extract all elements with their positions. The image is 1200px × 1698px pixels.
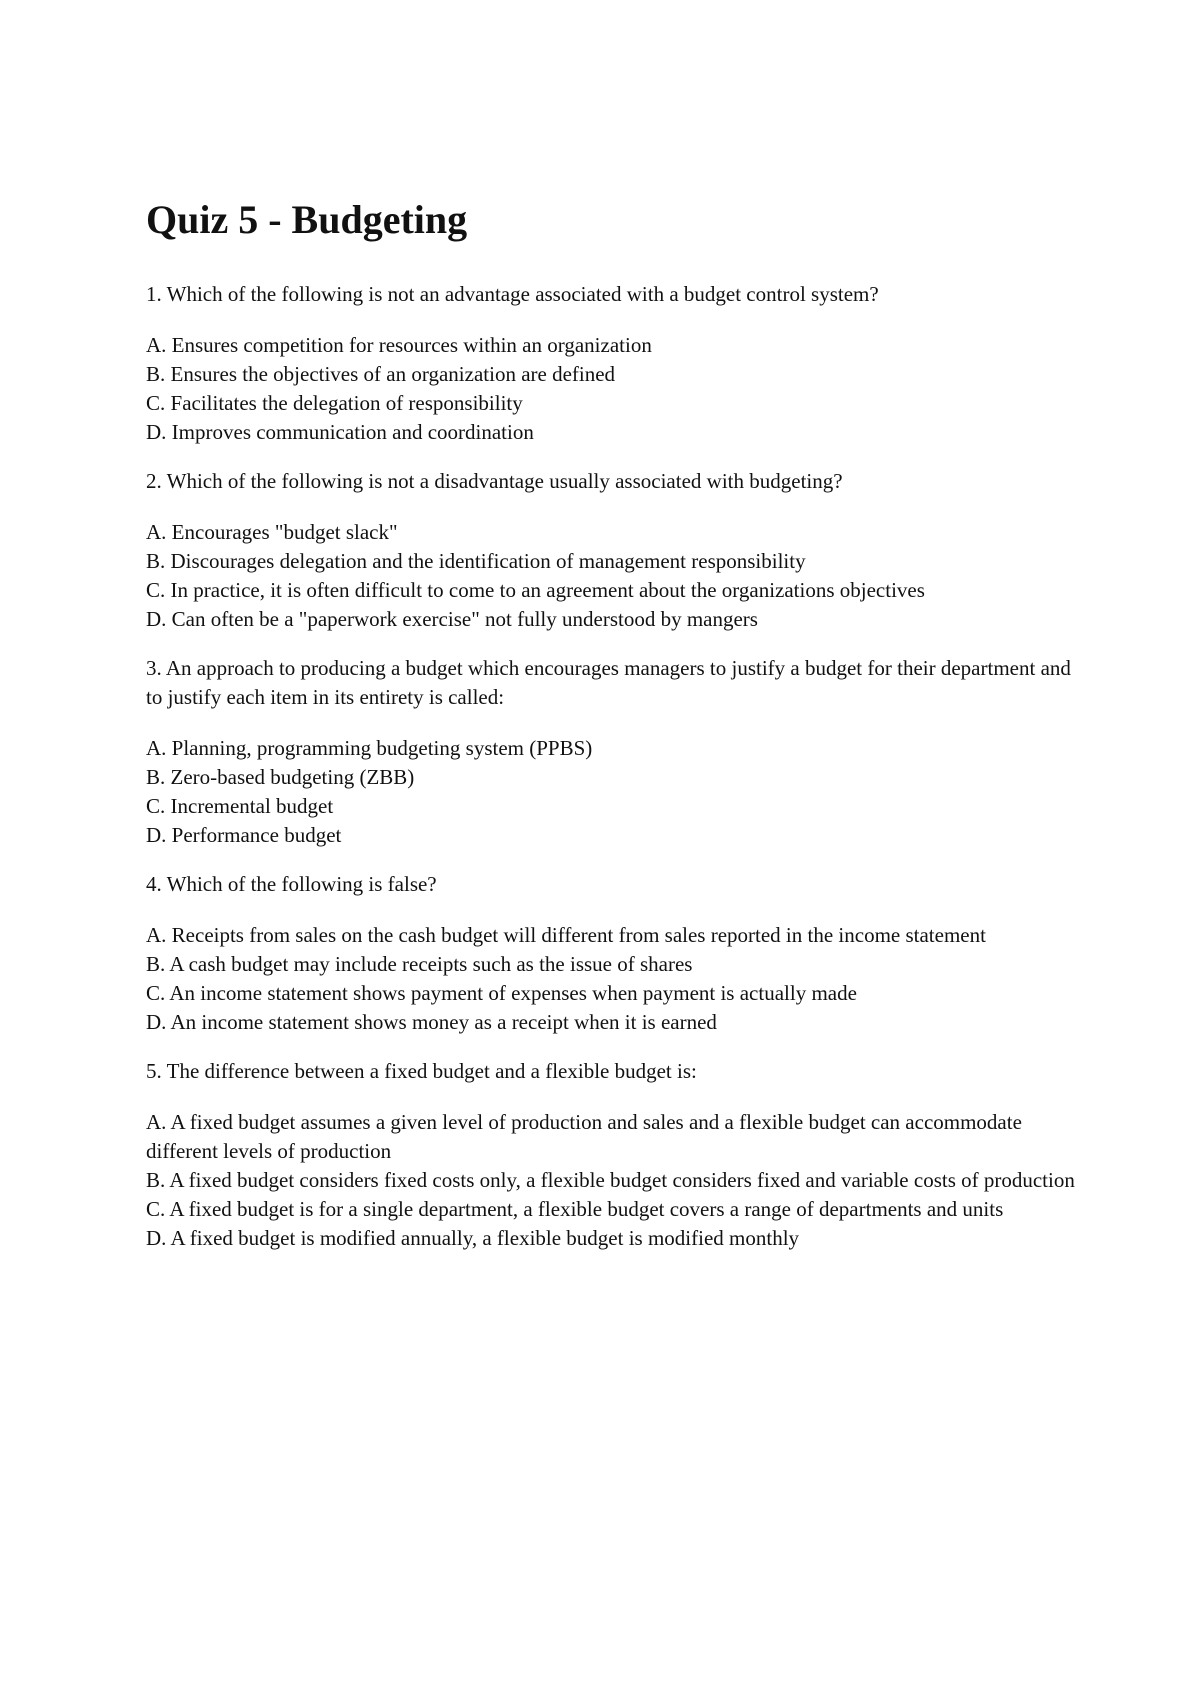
option-letter: A. (146, 520, 167, 544)
option-text: Discourages delegation and the identification of management responsibility (170, 549, 806, 573)
option-text: A fixed budget is modified annually, a flexible budget is modified monthly (170, 1226, 800, 1250)
option-b (146, 763, 1076, 792)
option-text: Incremental budget (170, 794, 334, 818)
option-letter: A. (146, 333, 167, 357)
option-text: Performance budget (171, 823, 342, 847)
option-a (146, 921, 1076, 950)
option-a (146, 734, 1076, 763)
option-letter: D. (146, 1226, 167, 1250)
question-text (146, 280, 1076, 309)
question-4 (146, 870, 1076, 1037)
option-d (146, 1224, 1076, 1253)
option-text: Receipts from sales on the cash budget will different from sales reported in the income statement (171, 923, 986, 947)
question-number: 2. (146, 469, 162, 493)
option-c (146, 979, 1076, 1008)
option-text: An income statement shows money as a receipt when it is earned (170, 1010, 717, 1034)
option-c (146, 389, 1076, 418)
question-1 (146, 280, 1076, 447)
question-text (146, 467, 1076, 496)
option-letter: A. (146, 1110, 167, 1134)
option-c (146, 1195, 1076, 1224)
option-text: A fixed budget considers fixed costs only, a flexible budget considers fixed and variable costs of production (169, 1168, 1075, 1192)
option-letter: D. (146, 607, 167, 631)
question-text (146, 654, 1076, 712)
option-a (146, 518, 1076, 547)
option-letter: B. (146, 765, 166, 789)
question-number: 3. (146, 656, 162, 680)
option-text: Planning, programming budgeting system (PPBS) (171, 736, 593, 760)
question-text (146, 1057, 1076, 1086)
option-text: Facilitates the delegation of responsibility (170, 391, 523, 415)
option-b (146, 1166, 1076, 1195)
option-letter: C. (146, 1197, 166, 1221)
option-text: In practice, it is often difficult to come to an agreement about the organizations objectives (170, 578, 925, 602)
option-list (146, 734, 1076, 850)
option-d (146, 1008, 1076, 1037)
option-text: Ensures the objectives of an organization are defined (170, 362, 616, 386)
option-letter: B. (146, 362, 166, 386)
question-body: The difference between a fixed budget and a flexible budget is: (166, 1059, 697, 1083)
option-letter: C. (146, 578, 166, 602)
option-letter: B. (146, 952, 166, 976)
option-letter: B. (146, 1168, 166, 1192)
option-text: Ensures competition for resources within an organization (171, 333, 652, 357)
option-text: A cash budget may include receipts such as the issue of shares (169, 952, 693, 976)
option-letter: C. (146, 981, 166, 1005)
option-a (146, 331, 1076, 360)
option-text: An income statement shows payment of expenses when payment is actually made (169, 981, 857, 1005)
option-b (146, 360, 1076, 389)
option-text: Can often be a "paperwork exercise" not fully understood by mangers (171, 607, 758, 631)
option-letter: D. (146, 420, 167, 444)
question-body: Which of the following is not an advantage associated with a budget control system? (166, 282, 879, 306)
option-letter: D. (146, 823, 167, 847)
option-text: Zero-based budgeting (ZBB) (170, 765, 415, 789)
question-body: An approach to producing a budget which encourages managers to justify a budget for their department and to justify each item in its entirety is called: (146, 656, 1071, 709)
option-b (146, 547, 1076, 576)
option-list (146, 331, 1076, 447)
quiz-page (146, 196, 1076, 1273)
question-number: 5. (146, 1059, 162, 1083)
option-d (146, 605, 1076, 634)
question-3 (146, 654, 1076, 850)
option-letter: B. (146, 549, 166, 573)
option-letter: D. (146, 1010, 167, 1034)
question-text (146, 870, 1076, 899)
option-letter: A. (146, 923, 167, 947)
question-body: Which of the following is false? (166, 872, 437, 896)
question-2 (146, 467, 1076, 634)
question-number: 4. (146, 872, 162, 896)
option-d (146, 821, 1076, 850)
option-list (146, 1108, 1076, 1253)
option-d (146, 418, 1076, 447)
option-b (146, 950, 1076, 979)
option-letter: A. (146, 736, 167, 760)
option-c (146, 792, 1076, 821)
option-letter: C. (146, 391, 166, 415)
option-c (146, 576, 1076, 605)
question-number: 1. (146, 282, 162, 306)
question-5 (146, 1057, 1076, 1253)
question-body: Which of the following is not a disadvantage usually associated with budgeting? (166, 469, 843, 493)
option-text: Encourages "budget slack" (171, 520, 398, 544)
option-list (146, 921, 1076, 1037)
option-a (146, 1108, 1076, 1166)
option-text: A fixed budget is for a single department, a flexible budget covers a range of departments and units (169, 1197, 1004, 1221)
option-text: Improves communication and coordination (171, 420, 534, 444)
option-letter: C. (146, 794, 166, 818)
page-title: Quiz 5 - Budgeting (146, 197, 468, 242)
option-list (146, 518, 1076, 634)
option-text: A fixed budget assumes a given level of production and sales and a flexible budget can accommodate different levels of production (146, 1110, 1022, 1163)
